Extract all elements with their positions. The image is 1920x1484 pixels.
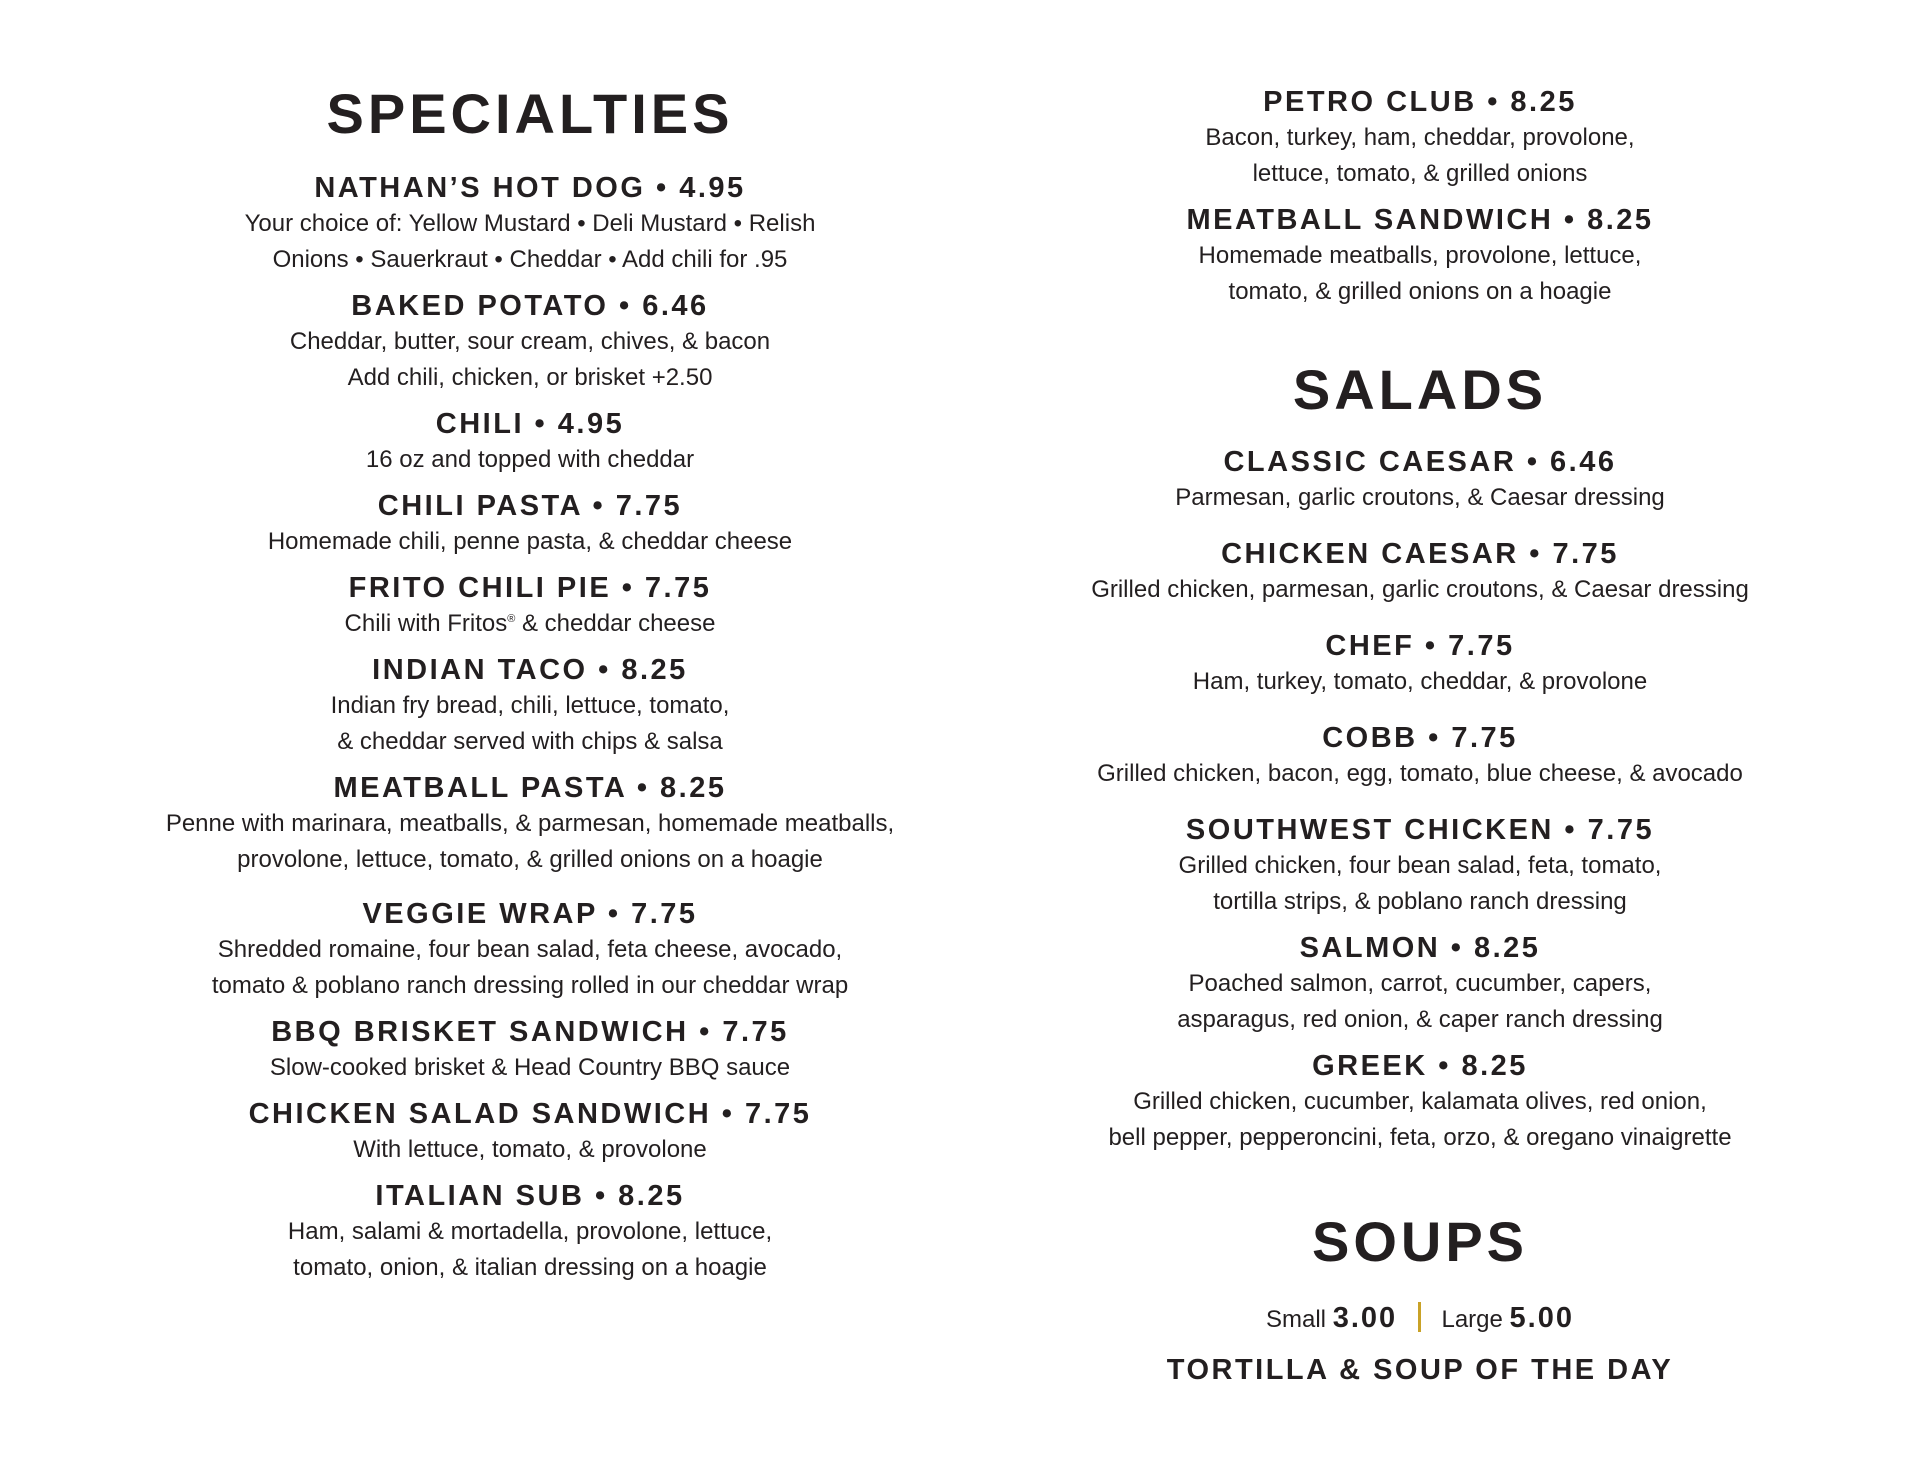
item-name: NATHAN’S HOT DOG • 4.95 — [314, 172, 746, 204]
item-name: BAKED POTATO • 6.46 — [351, 290, 709, 322]
item-name: VEGGIE WRAP • 7.75 — [362, 898, 698, 930]
item-description: bell pepper, pepperoncini, feta, orzo, & oregano vinaigrette — [1108, 1124, 1732, 1151]
item-description: Ham, turkey, tomato, cheddar, & provolone — [1192, 668, 1648, 695]
soup-name: TORTILLA & SOUP OF THE DAY — [1166, 1354, 1674, 1386]
menu-item-chicken-caesar — [1025, 536, 1815, 608]
item-description: lettuce, tomato, & grilled onions — [1252, 160, 1588, 187]
item-description: 16 oz and topped with cheddar — [365, 446, 695, 473]
item-description: Grilled chicken, parmesan, garlic croutons, & Caesar dressing — [1091, 576, 1749, 603]
item-description: Grilled chicken, cucumber, kalamata olives, red onion, — [1133, 1088, 1707, 1115]
specialties-heading: SPECIALTIES — [326, 82, 734, 145]
item-name: FRITO CHILI PIE • 7.75 — [348, 572, 712, 604]
item-description: tomato, & grilled onions on a hoagie — [1228, 278, 1612, 305]
item-description-text: Chili with Fritos — [344, 610, 508, 637]
menu-item-petro-club — [1025, 84, 1815, 192]
small-label: Small — [1266, 1306, 1327, 1333]
salads-heading: SALADS — [1292, 358, 1548, 421]
sandwiches-continued — [1025, 84, 1815, 310]
item-description: Bacon, turkey, ham, cheddar, provolone, — [1205, 124, 1635, 151]
menu-item-baked-potato — [100, 288, 960, 396]
price-divider — [1418, 1302, 1421, 1332]
item-description: Penne with marinara, meatballs, & parmesan, homemade meatballs, — [165, 810, 895, 837]
item-description: Your choice of: Yellow Mustard • Deli Mustard • Relish — [244, 210, 816, 237]
menu-item-frito-chili-pie — [100, 570, 960, 642]
item-name: MEATBALL PASTA • 8.25 — [333, 772, 727, 804]
registered-mark: ® — [507, 613, 516, 625]
item-name: BBQ BRISKET SANDWICH • 7.75 — [271, 1016, 789, 1048]
menu-item-bbq-brisket-sandwich — [100, 1014, 960, 1086]
item-name: SOUTHWEST CHICKEN • 7.75 — [1185, 814, 1655, 846]
menu-item-italian-sub — [100, 1178, 960, 1286]
item-description: Add chili, chicken, or brisket +2.50 — [347, 364, 713, 391]
item-description: Slow-cooked brisket & Head Country BBQ sauce — [269, 1054, 791, 1081]
item-name: MEATBALL SANDWICH • 8.25 — [1186, 204, 1654, 236]
item-name: CHICKEN SALAD SANDWICH • 7.75 — [248, 1098, 812, 1130]
menu-item-cobb — [1025, 720, 1815, 792]
menu-item-meatball-pasta — [100, 770, 960, 878]
item-description: Shredded romaine, four bean salad, feta cheese, avocado, — [217, 936, 843, 963]
item-description-text: & cheddar cheese — [515, 610, 716, 637]
large-price: 5.00 — [1509, 1302, 1574, 1334]
menu-item-veggie-wrap — [100, 896, 960, 1004]
item-description: Cheddar, butter, sour cream, chives, & bacon — [289, 328, 771, 355]
menu-item-greek — [1025, 1048, 1815, 1156]
menu-item-chili — [100, 406, 960, 478]
item-name: CHEF • 7.75 — [1325, 630, 1515, 662]
menu-item-chef — [1025, 628, 1815, 700]
item-description: tortilla strips, & poblano ranch dressing — [1213, 888, 1627, 915]
menu-item-salmon — [1025, 930, 1815, 1038]
item-name: GREEK • 8.25 — [1312, 1050, 1528, 1082]
item-name: CHILI PASTA • 7.75 — [377, 490, 683, 522]
menu-item-chili-pasta — [100, 488, 960, 560]
menu-item-indian-taco — [100, 652, 960, 760]
menu-item-southwest-chicken — [1025, 812, 1815, 920]
item-name: CHICKEN CAESAR • 7.75 — [1221, 538, 1619, 570]
item-description: tomato, onion, & italian dressing on a hoagie — [293, 1254, 767, 1281]
item-description: Parmesan, garlic croutons, & Caesar dressing — [1175, 484, 1665, 511]
item-name: COBB • 7.75 — [1322, 722, 1518, 754]
item-description: Onions • Sauerkraut • Cheddar • Add chili for .95 — [272, 246, 788, 273]
item-description: tomato & poblano ranch dressing rolled in our cheddar wrap — [211, 972, 849, 999]
item-description: Homemade chili, penne pasta, & cheddar cheese — [267, 528, 793, 555]
item-name: PETRO CLUB • 8.25 — [1263, 86, 1577, 118]
large-label: Large — [1441, 1306, 1503, 1333]
item-description: Ham, salami & mortadella, provolone, lettuce, — [287, 1218, 773, 1245]
small-price: 3.00 — [1332, 1302, 1398, 1334]
menu-item-hot-dog — [100, 170, 960, 278]
menu-item-chicken-salad-sandwich — [100, 1096, 960, 1168]
item-name: CLASSIC CAESAR • 6.46 — [1223, 446, 1617, 478]
item-name: SALMON • 8.25 — [1299, 932, 1541, 964]
item-description: provolone, lettuce, tomato, & grilled onions on a hoagie — [237, 846, 823, 873]
menu-item-classic-caesar — [1025, 444, 1815, 516]
item-description: Grilled chicken, bacon, egg, tomato, blue cheese, & avocado — [1097, 760, 1743, 787]
soup-prices — [1025, 1298, 1815, 1340]
item-name: CHILI • 4.95 — [435, 408, 625, 440]
item-description: Poached salmon, carrot, cucumber, capers, — [1188, 970, 1652, 997]
menu-item-meatball-sandwich — [1025, 202, 1815, 310]
item-name: INDIAN TACO • 8.25 — [372, 654, 688, 686]
item-description — [100, 606, 960, 642]
item-description: Grilled chicken, four bean salad, feta, tomato, — [1178, 852, 1662, 879]
item-description: asparagus, red onion, & caper ranch dressing — [1177, 1006, 1663, 1033]
item-description: & cheddar served with chips & salsa — [337, 728, 723, 755]
item-description: With lettuce, tomato, & provolone — [353, 1136, 707, 1163]
item-description: Indian fry bread, chili, lettuce, tomato, — [330, 692, 730, 719]
item-description: Homemade meatballs, provolone, lettuce, — [1198, 242, 1642, 269]
item-name: ITALIAN SUB • 8.25 — [375, 1180, 685, 1212]
right-column — [1025, 0, 1815, 1388]
specialties-column — [100, 0, 960, 1286]
soups-heading: SOUPS — [1311, 1210, 1529, 1273]
